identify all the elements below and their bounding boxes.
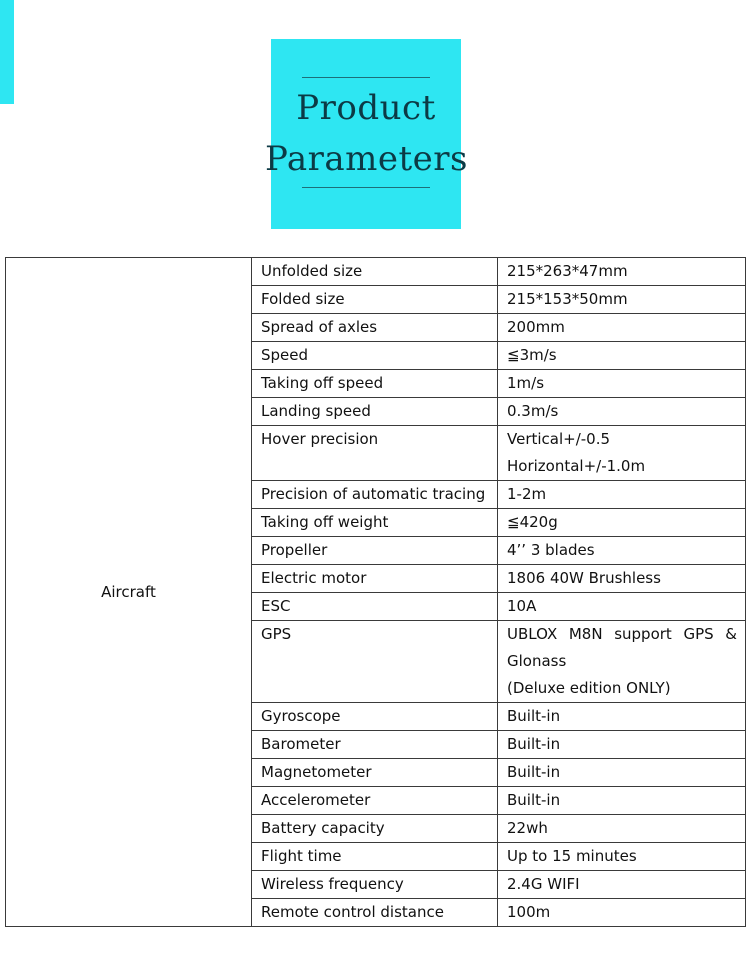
- parameter-name-cell: Flight time: [252, 843, 498, 871]
- parameter-value-line: 10A: [507, 597, 537, 615]
- parameter-value-line: UBLOX M8N support GPS &: [507, 625, 737, 643]
- parameter-name-cell: Accelerometer: [252, 787, 498, 815]
- parameter-name-cell: GPS: [252, 621, 498, 703]
- parameter-value-cell: [498, 593, 746, 621]
- parameter-name-cell: Barometer: [252, 731, 498, 759]
- parameter-name-cell: Remote control distance: [252, 899, 498, 927]
- parameter-value-line: Built-in: [507, 791, 561, 809]
- parameter-name-cell: Unfolded size: [252, 258, 498, 286]
- parameter-value-line: 100m: [507, 903, 551, 921]
- parameter-value-line: Built-in: [507, 707, 561, 725]
- parameter-value-line: Built-in: [507, 735, 561, 753]
- parameter-name-cell: Landing speed: [252, 398, 498, 426]
- parameter-value-line: 22wh: [507, 819, 548, 837]
- parameter-value-line: (Deluxe edition ONLY): [507, 679, 671, 697]
- parameter-value-cell: [498, 787, 746, 815]
- parameter-value-line: ≦3m/s: [507, 346, 557, 364]
- parameter-value-cell: [498, 899, 746, 927]
- parameter-value-line: 1806 40W Brushless: [507, 569, 661, 587]
- parameter-name-cell: Spread of axles: [252, 314, 498, 342]
- parameter-value-line: 215*263*47mm: [507, 262, 628, 280]
- parameter-value-cell: [498, 481, 746, 509]
- parameter-value-cell: [498, 759, 746, 787]
- parameter-value-cell: [498, 342, 746, 370]
- parameter-value-cell: [498, 258, 746, 286]
- parameter-value-cell: [498, 871, 746, 899]
- parameter-value-cell: [498, 286, 746, 314]
- parameter-name-cell: Taking off speed: [252, 370, 498, 398]
- parameter-value-line: Glonass: [507, 652, 567, 670]
- accent-bar: [0, 0, 14, 104]
- parameter-value-cell: [498, 731, 746, 759]
- parameter-value-line: Vertical+/-0.5: [507, 430, 611, 448]
- title-rule-bottom: [302, 187, 430, 188]
- parameter-value-line: 2.4G WIFI: [507, 875, 580, 893]
- parameter-value-cell: [498, 509, 746, 537]
- parameter-name-cell: Gyroscope: [252, 703, 498, 731]
- parameter-name-cell: Speed: [252, 342, 498, 370]
- parameter-value-line: 200mm: [507, 318, 565, 336]
- parameter-name-cell: Propeller: [252, 537, 498, 565]
- table-row: [6, 258, 746, 286]
- parameter-name-cell: Taking off weight: [252, 509, 498, 537]
- parameter-name-cell: Wireless frequency: [252, 871, 498, 899]
- title-rule-top: [302, 77, 430, 78]
- parameter-name-cell: Magnetometer: [252, 759, 498, 787]
- parameter-value-line: Up to 15 minutes: [507, 847, 637, 865]
- parameter-value-line: 1m/s: [507, 374, 545, 392]
- parameter-value-line: 1-2m: [507, 485, 547, 503]
- parameter-value-line: Built-in: [507, 763, 561, 781]
- parameter-value-line: 0.3m/s: [507, 402, 559, 420]
- parameters-table-body: [6, 258, 746, 927]
- parameter-name-cell: Hover precision: [252, 426, 498, 481]
- parameter-value-cell: [498, 314, 746, 342]
- parameter-name-cell: Folded size: [252, 286, 498, 314]
- parameter-value-cell: [498, 537, 746, 565]
- page-title-line-1: Product: [296, 88, 436, 128]
- parameter-name-cell: Battery capacity: [252, 815, 498, 843]
- parameter-name-cell: Electric motor: [252, 565, 498, 593]
- parameter-value-cell: [498, 426, 746, 481]
- parameter-name-cell: ESC: [252, 593, 498, 621]
- page-title-line-2: Parameters: [265, 139, 468, 179]
- parameter-value-cell: [498, 815, 746, 843]
- parameters-table: [5, 257, 746, 927]
- parameter-value-cell: [498, 398, 746, 426]
- parameter-value-line: 215*153*50mm: [507, 290, 628, 308]
- parameter-value-cell: [498, 565, 746, 593]
- parameter-value-cell: [498, 621, 746, 703]
- parameter-value-line: Horizontal+/-1.0m: [507, 457, 646, 475]
- parameter-value-cell: [498, 703, 746, 731]
- category-cell: Aircraft: [6, 258, 252, 927]
- parameter-value-cell: [498, 370, 746, 398]
- title-banner: [265, 39, 468, 229]
- parameter-value-line: 4’’ 3 blades: [507, 541, 595, 559]
- page-title: [265, 83, 467, 185]
- parameter-name-cell: Precision of automatic tracing: [252, 481, 498, 509]
- parameter-value-cell: [498, 843, 746, 871]
- parameter-value-line: ≦420g: [507, 513, 558, 531]
